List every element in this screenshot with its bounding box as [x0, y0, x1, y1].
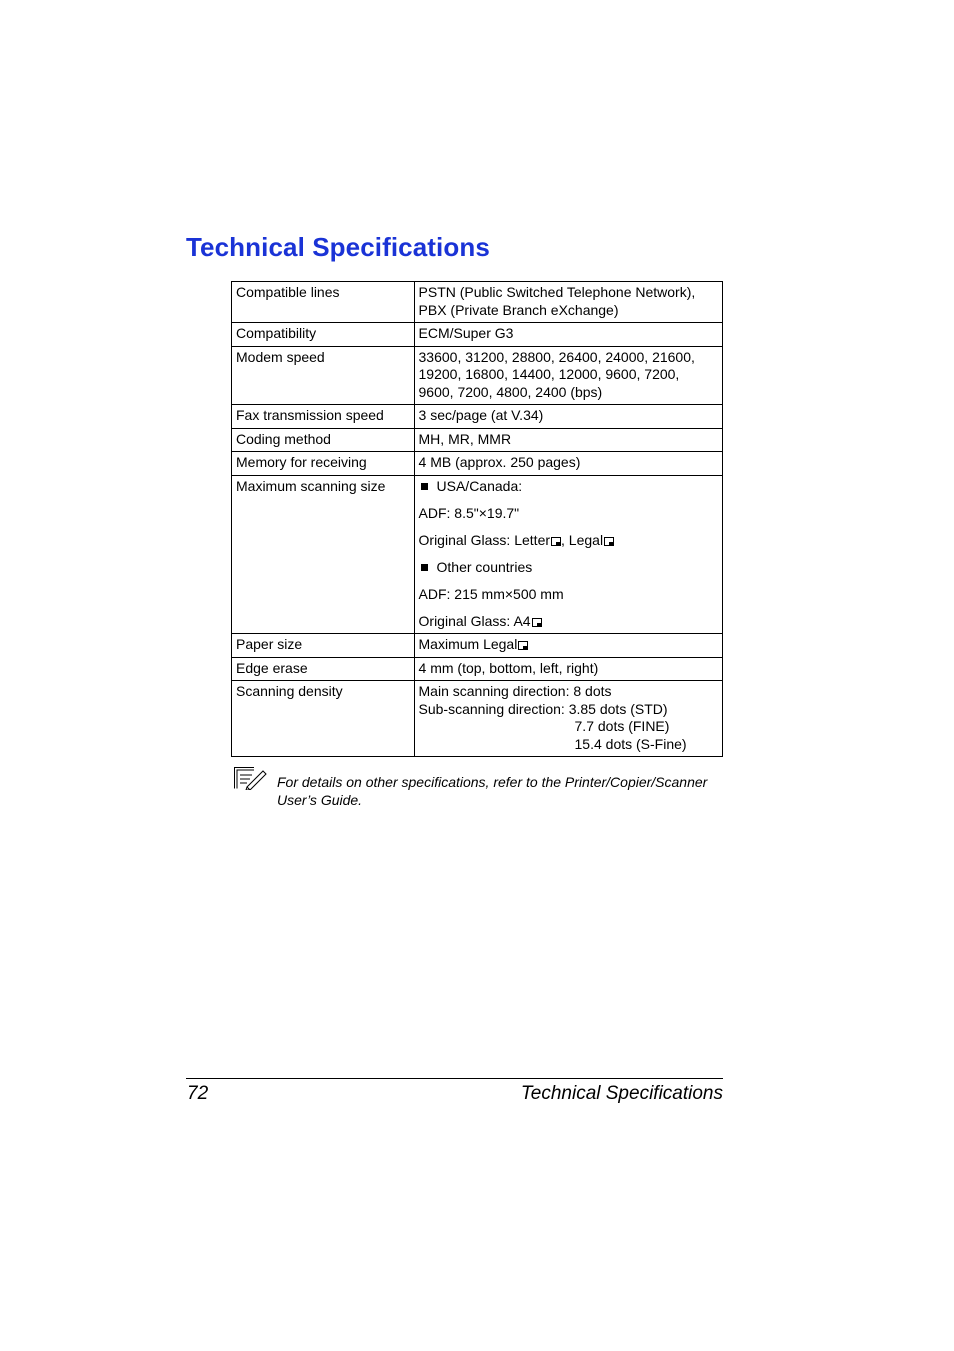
- note-pencil-icon: [233, 766, 267, 790]
- page-title: Technical Specifications: [186, 232, 490, 262]
- row-value: 4 MB (approx. 250 pages): [414, 452, 722, 476]
- row-label: Compatibility: [232, 323, 415, 347]
- row-value: Maximum Legal: [414, 634, 722, 658]
- table-row: [232, 681, 723, 757]
- page-number: 72: [187, 1083, 209, 1104]
- row-label: Coding method: [232, 428, 415, 452]
- other-adf: ADF: 215 mm×500 mm: [418, 585, 564, 602]
- row-label: Maximum scanning size: [232, 475, 415, 634]
- row-label: Paper size: [232, 634, 415, 658]
- row-label: Scanning density: [232, 681, 415, 757]
- row-value: [414, 475, 722, 634]
- landscape-orientation-icon: [551, 537, 561, 546]
- value-line: PBX (Private Branch eXchange): [418, 301, 619, 318]
- row-value: 3 sec/page (at V.34): [414, 405, 722, 429]
- row-value: [414, 681, 722, 757]
- table-row: [232, 634, 723, 658]
- value-line: 9600, 7200, 4800, 2400 (bps): [418, 383, 603, 400]
- table-row: [232, 657, 723, 681]
- footer-title: Technical Specifications: [520, 1083, 723, 1104]
- value-line: Main scanning direction: 8 dots: [418, 683, 612, 699]
- value-line: 15.4 dots (S-Fine): [574, 735, 687, 752]
- specifications-table: [231, 281, 723, 757]
- row-label: Memory for receiving: [232, 452, 415, 476]
- value-line: 33600, 31200, 28800, 26400, 24000, 21600,: [418, 348, 695, 365]
- table-row: [232, 323, 723, 347]
- note: [231, 766, 723, 812]
- table-row: [232, 475, 723, 634]
- value-line: 7.7 dots (FINE): [574, 718, 670, 734]
- footer-divider: [186, 1078, 723, 1079]
- row-label: Compatible lines: [232, 282, 415, 323]
- row-value: [414, 346, 722, 405]
- table-row: [232, 405, 723, 429]
- usa-adf: ADF: 8.5"×19.7": [418, 504, 520, 521]
- square-bullet-icon: [421, 564, 428, 571]
- usa-heading: USA/Canada:: [419, 478, 718, 496]
- row-value: [414, 282, 722, 323]
- note-text: For details on other specifications, refer to the Printer/Copier/Scanner User’s Guide.: [277, 774, 708, 808]
- landscape-orientation-icon: [518, 641, 528, 650]
- value-line: Sub-scanning direction: 3.85 dots (STD): [418, 700, 668, 717]
- table-row: [232, 282, 723, 323]
- other-heading: Other countries: [419, 559, 718, 577]
- row-value: ECM/Super G3: [414, 323, 722, 347]
- row-label: Edge erase: [232, 657, 415, 681]
- square-bullet-icon: [421, 483, 428, 490]
- row-value: MH, MR, MMR: [414, 428, 722, 452]
- usa-glass: Original Glass: Letter , Legal: [419, 532, 718, 550]
- landscape-orientation-icon: [532, 618, 542, 627]
- value-line: 19200, 16800, 14400, 12000, 9600, 7200,: [418, 366, 680, 382]
- table-row: [232, 452, 723, 476]
- row-label: Fax transmission speed: [232, 405, 415, 429]
- table-row: [232, 428, 723, 452]
- value-line: PSTN (Public Switched Telephone Network),: [418, 284, 696, 300]
- row-value: 4 mm (top, bottom, left, right): [414, 657, 722, 681]
- table-row: [232, 346, 723, 405]
- other-glass: Original Glass: A4: [419, 613, 718, 631]
- row-label: Modem speed: [232, 346, 415, 405]
- landscape-orientation-icon: [604, 537, 614, 546]
